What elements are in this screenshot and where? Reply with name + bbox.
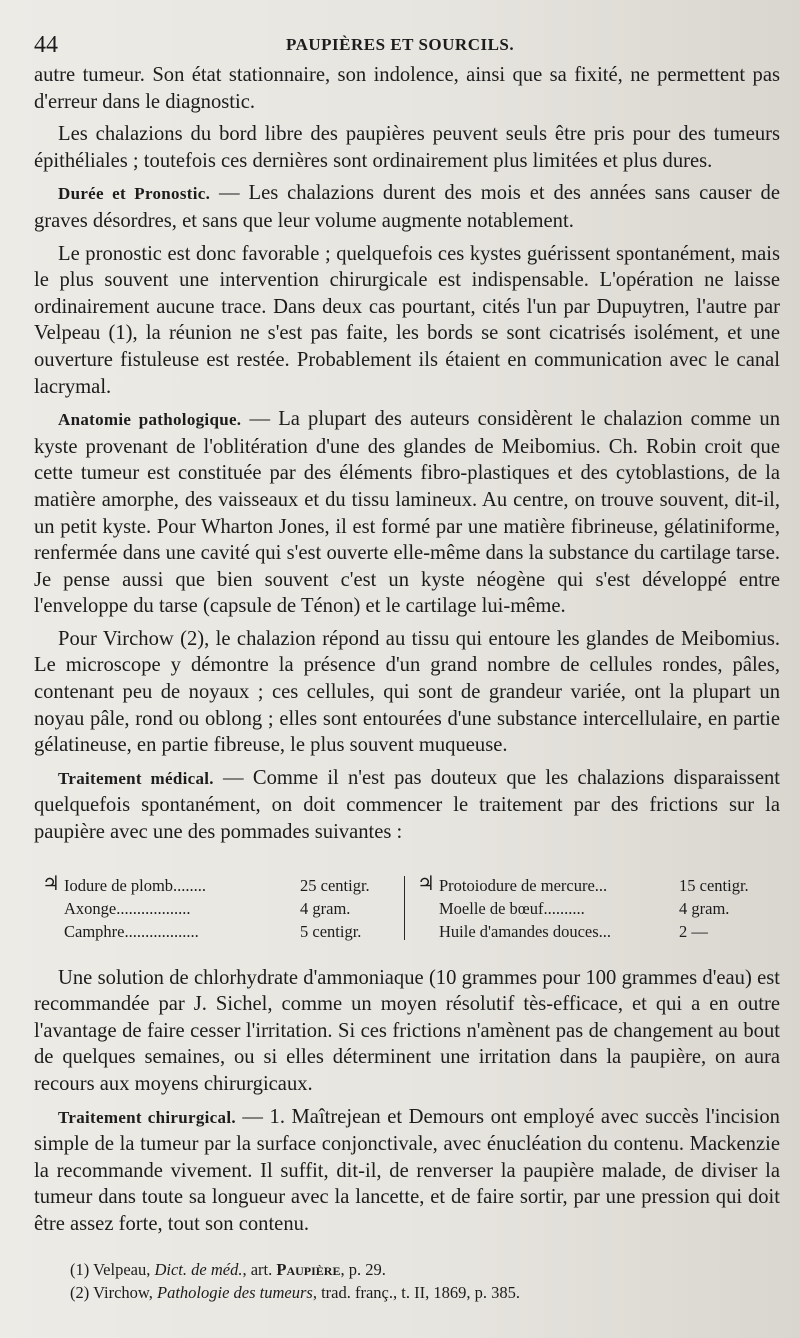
formula-item: Camphre..................	[64, 921, 199, 941]
page-number: 44	[34, 32, 58, 58]
formula-qty: 4 gram.	[679, 898, 730, 918]
running-title: PAUPIÈRES ET SOURCILS.	[286, 35, 515, 54]
footnote: (1) Velpeau, Dict. de méd., art. Paupière, p. 29.	[70, 1259, 386, 1279]
jupiter-symbol-icon: ♃	[42, 872, 60, 895]
paragraph: Le pronostic est donc favorable ; quelquefois ces kystes guérissent spontanément, mais le plus souvent une intervention chirurgicale est indispensable. L'opération ne laisse ordinairement aucune trace. Dans deux cas pourtant, cités l'un par Dupuytren, l'autre par Velpeau (1), la réunion ne s'est pas faite, les bords se sont cicatrisés isolément, et une ouverture fistuleuse est restée. Probablement ils étaient en communication avec le canal lacrymal.	[34, 242, 780, 398]
formula-item: Protoiodure de mercure...	[439, 875, 608, 895]
footnotes	[34, 1258, 780, 1304]
section-anatomie-pathologique: Anatomie pathologique. — La plupart des auteurs considèrent le chalazion comme un kyste provenant de l'oblitération d'une des glandes de Meibomius. Ch. Robin croit que cette tumeur est constituée par des éléments fibro-plastiques et des cytoblastions, de la matière amorphe, des vaisseaux et du tissu lamineux. Au centre, on trouve souvent, dit-il, un petit kyste. Pour Wharton Jones, il est formé par une matière fibrineuse, gélatiniforme, renfermée dans une cavité qui s'est ouverte elle-même dans la substance du cartilage tarse. Je pense aussi que bien souvent c'est un kyste néogène qui s'est développé entre l'enveloppe du tarse (capsule de Ténon) et le cartilage lui-même.	[34, 408, 780, 618]
section-traitement-chirurgical: Traitement chirurgical. — 1. Maîtrejean et Demours ont employé avec succès l'incision simple de la tumeur par la surface conjonctivale, avec énucléation du contenu. Mackenzie la recommande vivement. Il suffit, dit-il, de renverser la paupière malade, de diviser la tumeur dans toute sa longueur avec la lancette, et de faire sortir, par une pression qui doit être assez forte, tout son contenu.	[34, 1105, 780, 1235]
formula-item: Huile d'amandes douces...	[439, 921, 612, 941]
formula-qty: 5 centigr.	[300, 921, 362, 941]
paragraph: Une solution de chlorhydrate d'ammoniaque (10 grammes pour 100 grammes d'eau) est recommandée par J. Sichel, comme un moyen résolutif tès-efficace, et qui a en outre l'avantage de faire cesser l'irritation. Si ces frictions n'amènent pas de changement au bout de quelques semaines, ou si elles déterminent une irritation dans la paupière, on aura recours aux moyens chirurgicaux.	[34, 966, 780, 1095]
formula-qty: 15 centigr.	[679, 875, 749, 895]
formula-left	[42, 874, 400, 943]
section-heading: Traitement chirurgical.	[58, 1107, 236, 1127]
formula-divider	[404, 876, 405, 940]
section-heading: Anatomie pathologique.	[58, 410, 242, 430]
body-text	[34, 62, 780, 846]
formula-right	[417, 874, 779, 943]
section-duree-pronostic: Durée et Pronostic. — Les chalazions durent des mois et des années sans causer de graves désordres, et sans que leur volume augmente notablement.	[34, 182, 780, 232]
section-traitement-medical: Traitement médical. — Comme il n'est pas douteux que les chalazions disparaissent quelquefois spontanément, on doit commencer le traitement par des frictions sur la paupière avec une des pommades suivantes :	[34, 766, 780, 844]
section-heading: Traitement médical.	[58, 768, 214, 788]
formula-qty: 25 centigr.	[300, 875, 370, 895]
formula-qty: 2 —	[679, 921, 708, 941]
formula-item: Axonge..................	[64, 898, 191, 918]
jupiter-symbol-icon: ♃	[417, 872, 435, 895]
paragraph: Les chalazions du bord libre des paupières peuvent seuls être pris pour des tumeurs épithéliales ; toutefois ces dernières sont ordinairement plus limitées et plus dures.	[34, 123, 780, 172]
formula-qty: 4 gram.	[300, 898, 351, 918]
body-text-continued	[34, 965, 780, 1238]
footnote: (2) Virchow, Pathologie des tumeurs, trad. franç., t. II, 1869, p. 385.	[70, 1282, 520, 1302]
section-heading: Durée et Pronostic.	[58, 184, 211, 204]
formula-item: Iodure de plomb........	[64, 875, 207, 895]
paragraph: Pour Virchow (2), le chalazion répond au tissu qui entoure les glandes de Meibomius. Le microscope y démontre la présence d'un grand nombre de cellules rondes, pâles, contenant peu de noyaux ; ces cellules, qui sont de grandeur variée, ont la plupart un noyau pâle, rond ou oblong ; elles sont entourées d'une substance intercellulaire, en partie gélatineuse, en partie fibreuse, le plus souvent muqueuse.	[34, 627, 780, 757]
page-header	[34, 30, 780, 62]
paragraph: autre tumeur. Son état stationnaire, son indolence, ainsi que sa fixité, ne permettent pas d'erreur dans le diagnostic.	[34, 64, 780, 113]
formula-item: Moelle de bœuf..........	[439, 898, 585, 918]
prescription-formulas	[42, 874, 780, 943]
